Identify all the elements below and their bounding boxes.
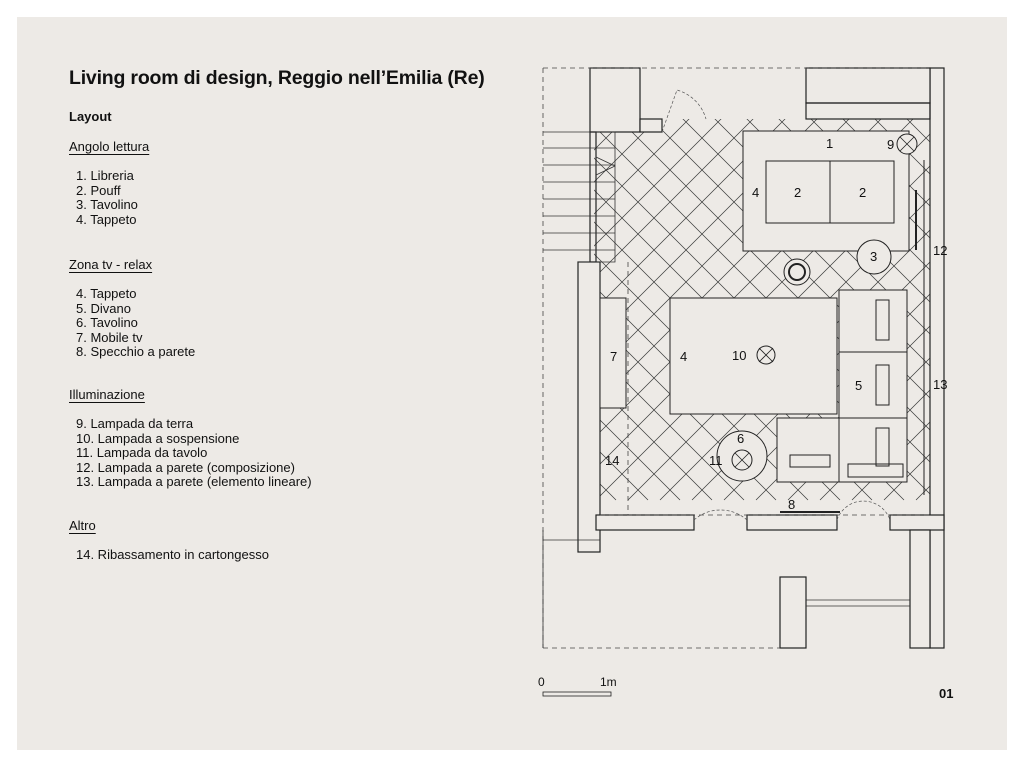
legend-item: 2. Pouff	[76, 182, 121, 198]
section-heading: Angolo lettura	[69, 139, 150, 154]
legend-item: 6. Tavolino	[76, 315, 138, 331]
wall-bottom-mid	[747, 515, 837, 530]
furniture	[600, 131, 924, 512]
wall-bottom-right	[890, 515, 944, 530]
plan-label-14: 14	[605, 453, 620, 468]
wall-top-left-block	[590, 68, 640, 132]
legend-item: 9. Lampada da terra	[76, 416, 194, 431]
plan-label-7: 7	[610, 349, 618, 364]
page-number: 01	[939, 686, 954, 701]
scale-label-end: 1m	[600, 675, 617, 689]
wall-top-right	[806, 68, 930, 103]
legend-item: 1. Libreria	[76, 168, 134, 183]
wall-lower-block	[780, 577, 806, 648]
wall-top-stub	[640, 119, 662, 132]
legend-item: 3. Tavolino	[76, 197, 138, 213]
plan-label-4b: 4	[680, 349, 688, 364]
legend-item: 8. Specchio a parete	[76, 344, 196, 360]
plan-label-2a: 2	[794, 185, 802, 200]
scale-label-start: 0	[538, 675, 545, 689]
legend-item: 12. Lampada a parete (composizione)	[76, 459, 295, 475]
layout-subtitle: Layout	[69, 109, 112, 124]
section-heading: Illuminazione	[69, 387, 145, 402]
plan-label-9: 9	[887, 137, 895, 152]
plan-label-3: 3	[870, 249, 878, 264]
plan-label-11: 11	[709, 453, 723, 468]
wall-right	[930, 68, 944, 648]
plant-pot	[784, 259, 810, 285]
legend-item: 4. Tappeto	[76, 286, 137, 301]
wall-bottom-left	[596, 515, 694, 530]
plan-label-4a: 4	[752, 185, 760, 200]
plan-label-12: 12	[933, 243, 948, 258]
legend-item: 5. Divano	[76, 300, 131, 316]
legend-item: 14. Ribassamento in cartongesso	[76, 547, 269, 562]
plan-label-8: 8	[788, 497, 796, 512]
legend-item: 11. Lampada da tavolo	[76, 445, 208, 461]
wall-left	[578, 262, 600, 552]
scale-bar	[543, 692, 611, 696]
plan-label-5: 5	[855, 378, 863, 393]
plan-label-13: 13	[933, 377, 948, 392]
wall-lower-right	[910, 530, 930, 648]
legend-item: 4. Tappeto	[76, 211, 137, 227]
plan-label-1: 1	[826, 136, 834, 151]
legend-item: 10. Lampada a sospensione	[76, 430, 240, 446]
plan-label-2b: 2	[859, 185, 867, 200]
legend-item: 7. Mobile tv	[76, 329, 143, 345]
section-heading: Altro	[69, 518, 96, 533]
plan-label-6: 6	[737, 431, 745, 446]
sofa-module-2	[839, 352, 907, 418]
section-heading: Zona tv - relax	[69, 257, 153, 272]
sofa-module-1	[839, 290, 907, 352]
sofa-chaise	[777, 418, 839, 482]
plan-label-10: 10	[732, 348, 747, 363]
staircase	[543, 132, 615, 262]
sofa-module-3	[839, 418, 907, 482]
page-title: Living room di design, Reggio nell’Emilia (Re)	[69, 67, 485, 89]
rug-tv	[670, 298, 837, 414]
legend-item: 13. Lampada a parete (elemento lineare)	[76, 474, 312, 490]
